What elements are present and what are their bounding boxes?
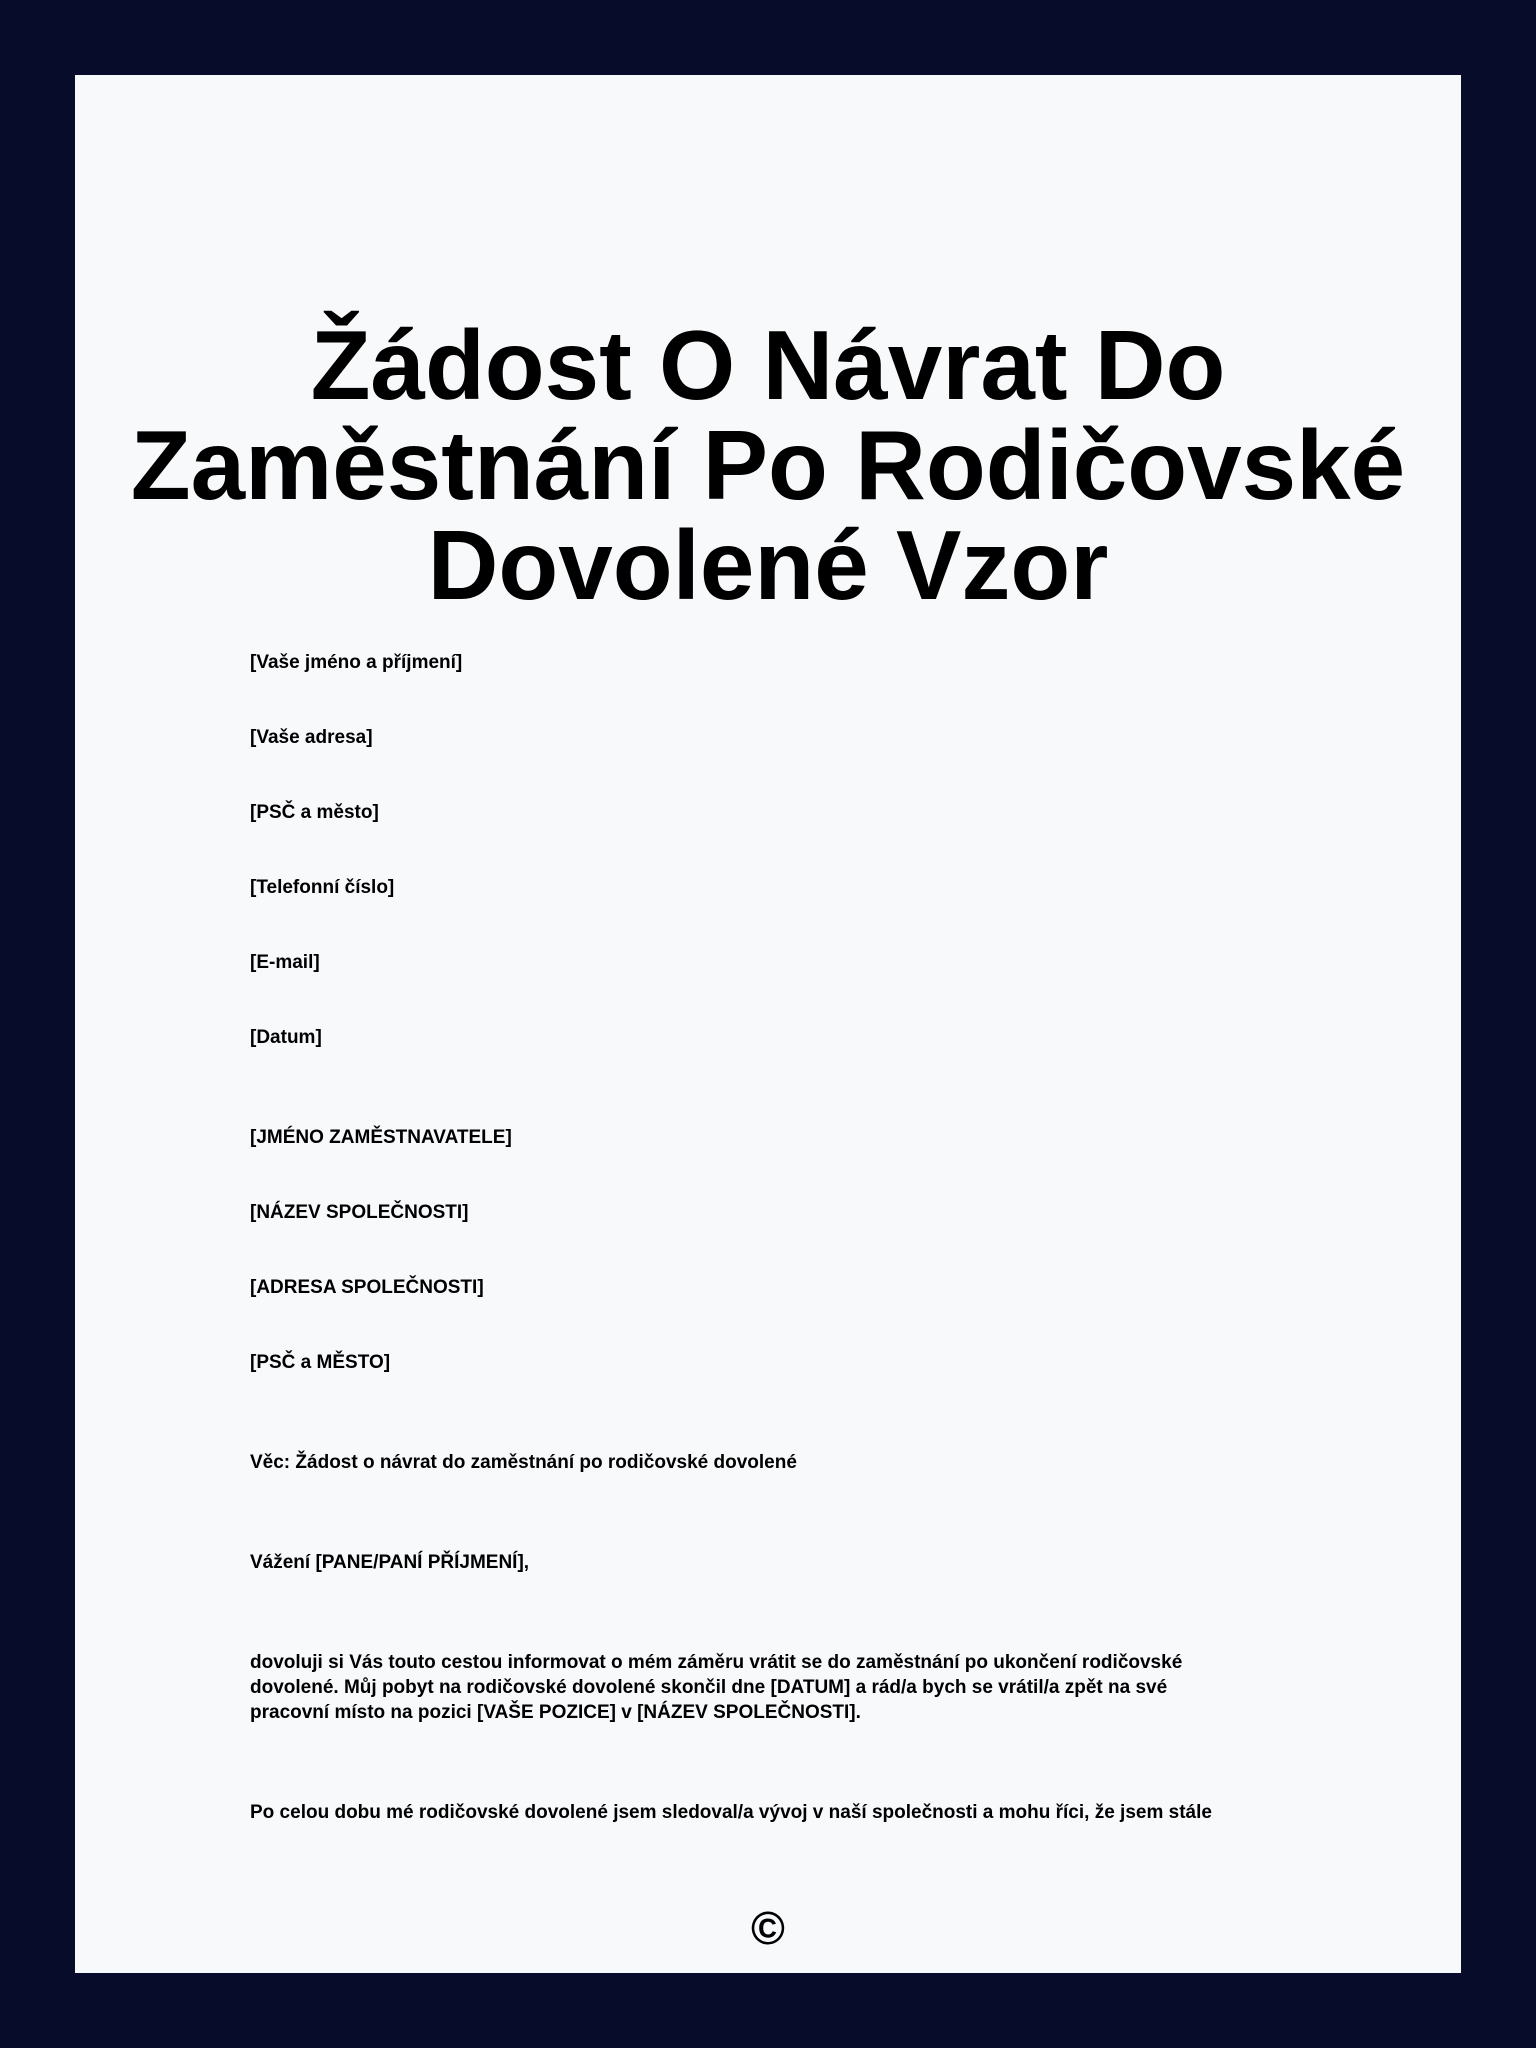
title-line-2: Zaměstnání Po Rodičovské: [130, 410, 1406, 520]
sender-name: [Vaše jméno a příjmení]: [250, 652, 463, 673]
sender-date: [Datum]: [250, 1027, 322, 1048]
body-paragraph-2: Po celou dobu mé rodičovské dovolené jsem sledoval/a vývoj v naší společnosti a mohu říci, že jsem stále: [250, 1802, 1212, 1823]
title-line-3: Dovolené Vzor: [427, 510, 1109, 620]
page-title: [75, 310, 1461, 620]
salutation: Vážení [PANE/PANÍ PŘÍJMENÍ],: [250, 1552, 530, 1573]
sender-email: [E-mail]: [250, 952, 320, 973]
recipient-company-address: [ADRESA SPOLEČNOSTI]: [250, 1277, 484, 1298]
recipient-postcode-city: [PSČ a MĚSTO]: [250, 1352, 391, 1373]
sender-phone: [Telefonní číslo]: [250, 877, 395, 898]
document-page: [75, 75, 1461, 1973]
sender-postcode-city: [PSČ a město]: [250, 802, 379, 823]
subject-line: Věc: Žádost o návrat do zaměstnání po rodičovské dovolené: [250, 1452, 797, 1473]
recipient-employer-name: [JMÉNO ZAMĚSTNAVATELE]: [250, 1127, 512, 1148]
copyright-icon: ©: [751, 1902, 785, 1954]
body-paragraph-1: dovoluji si Vás touto cestou informovat o mém záměru vrátit se do zaměstnání po ukončení rodičovské dovolené. Můj pobyt na rodičovské dovolené skončil dne [DATUM] a rád/a bych se vrátil/a zpět na své pracovní místo na pozici [VAŠE POZICE] v [NÁZEV SPOLEČNOSTI].: [250, 1652, 1183, 1723]
title-line-1: Žádost O Návrat Do: [310, 310, 1226, 420]
sender-address: [Vaše adresa]: [250, 727, 373, 748]
recipient-company-name: [NÁZEV SPOLEČNOSTI]: [250, 1202, 469, 1223]
